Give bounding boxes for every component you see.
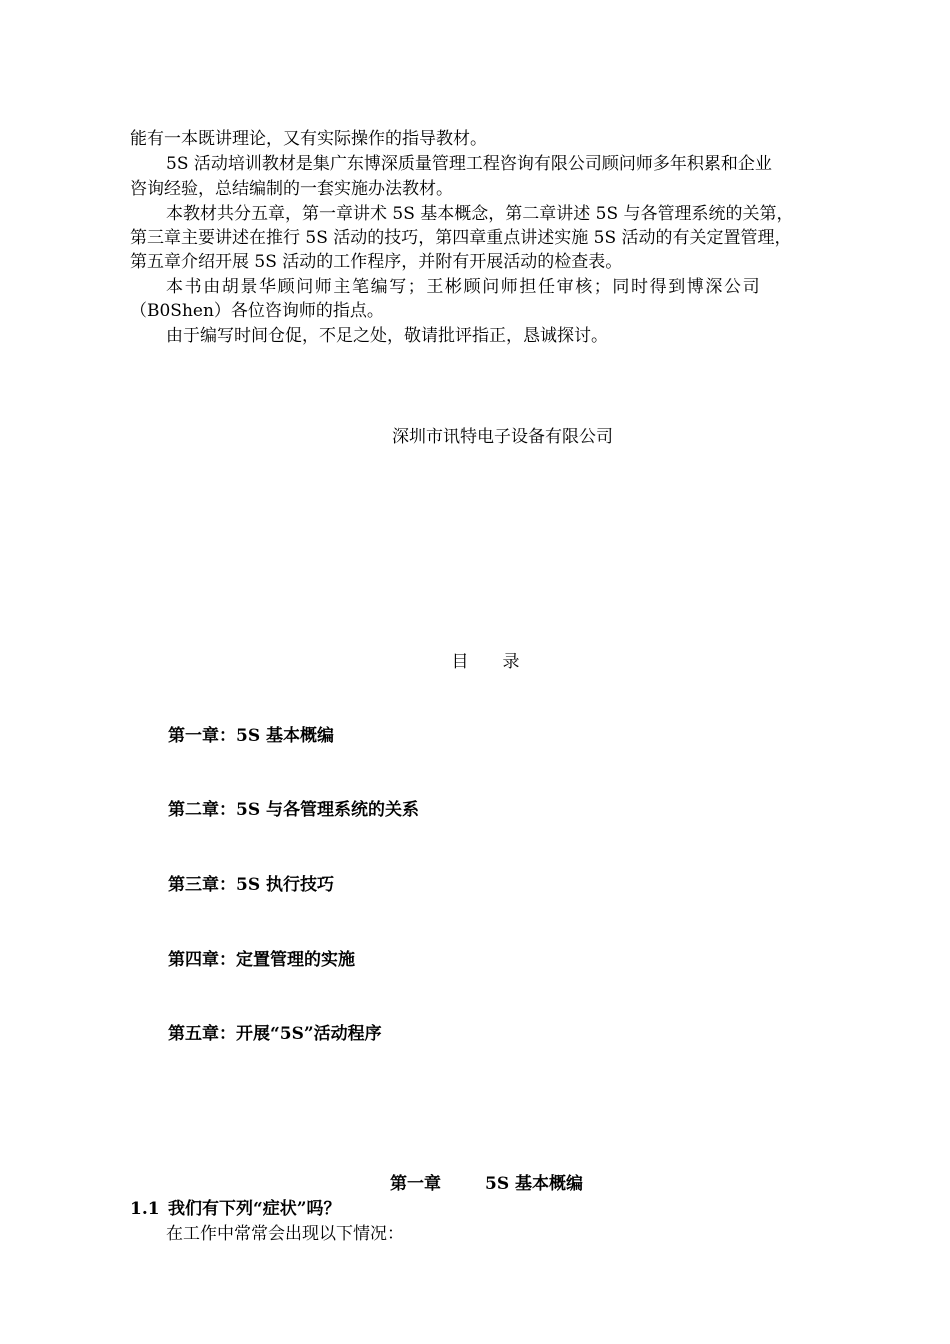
preface-line-2: 5S 活动培训教材是集广东博深质量管理工程咨询有限公司顾问师多年积累和企业 — [166, 154, 772, 174]
toc-item-chapter-2[interactable]: 第二章：5S 与各管理系统的关系 — [168, 800, 420, 820]
preface-line-1: 能有一本既讲理论，又有实际操作的指导教材。 — [130, 129, 487, 149]
section-title: 我们有下列“症状”吗？ — [168, 1199, 341, 1219]
preface-line-5: 第三章主要讲述在推行 5S 活动的技巧，第四章重点讲述实施 5S 活动的有关定置管理， — [130, 228, 792, 248]
chapter-title: 5S 基本概编 — [485, 1174, 584, 1194]
company-name: 深圳市讯特电子设备有限公司 — [392, 427, 613, 447]
chapter-number: 第一章 — [390, 1174, 441, 1194]
toc-item-chapter-3[interactable]: 第三章：5S 执行技巧 — [168, 875, 335, 895]
section-intro: 在工作中常常会出现以下情况： — [166, 1224, 404, 1244]
preface-line-8: （B0Shen）各位咨询师的指点。 — [130, 301, 384, 321]
preface-line-3: 咨询经验，总结编制的一套实施办法教材。 — [130, 179, 453, 199]
toc-title: 目录 — [451, 652, 554, 672]
toc-item-chapter-5[interactable]: 第五章：开展“5S”活动程序 — [168, 1024, 382, 1044]
preface-line-7: 本书由胡景华顾问师主笔编写；王彬顾问师担任审核；同时得到博深公司 — [166, 277, 762, 297]
preface-line-4: 本教材共分五章，第一章讲术 5S 基本概念，第二章讲述 5S 与各管理系统的关第， — [166, 204, 794, 224]
preface-line-9: 由于编写时间仓促，不足之处，敬请批评指正，恳诚探讨。 — [166, 326, 608, 346]
section-number: 1.1 — [130, 1199, 160, 1219]
toc-item-chapter-1[interactable]: 第一章：5S 基本概编 — [168, 726, 335, 746]
preface-line-6: 第五章介绍开展 5S 活动的工作程序，并附有开展活动的检查表。 — [130, 252, 623, 272]
toc-item-chapter-4[interactable]: 第四章：定置管理的实施 — [168, 950, 355, 970]
chapter-heading — [390, 1172, 583, 1196]
